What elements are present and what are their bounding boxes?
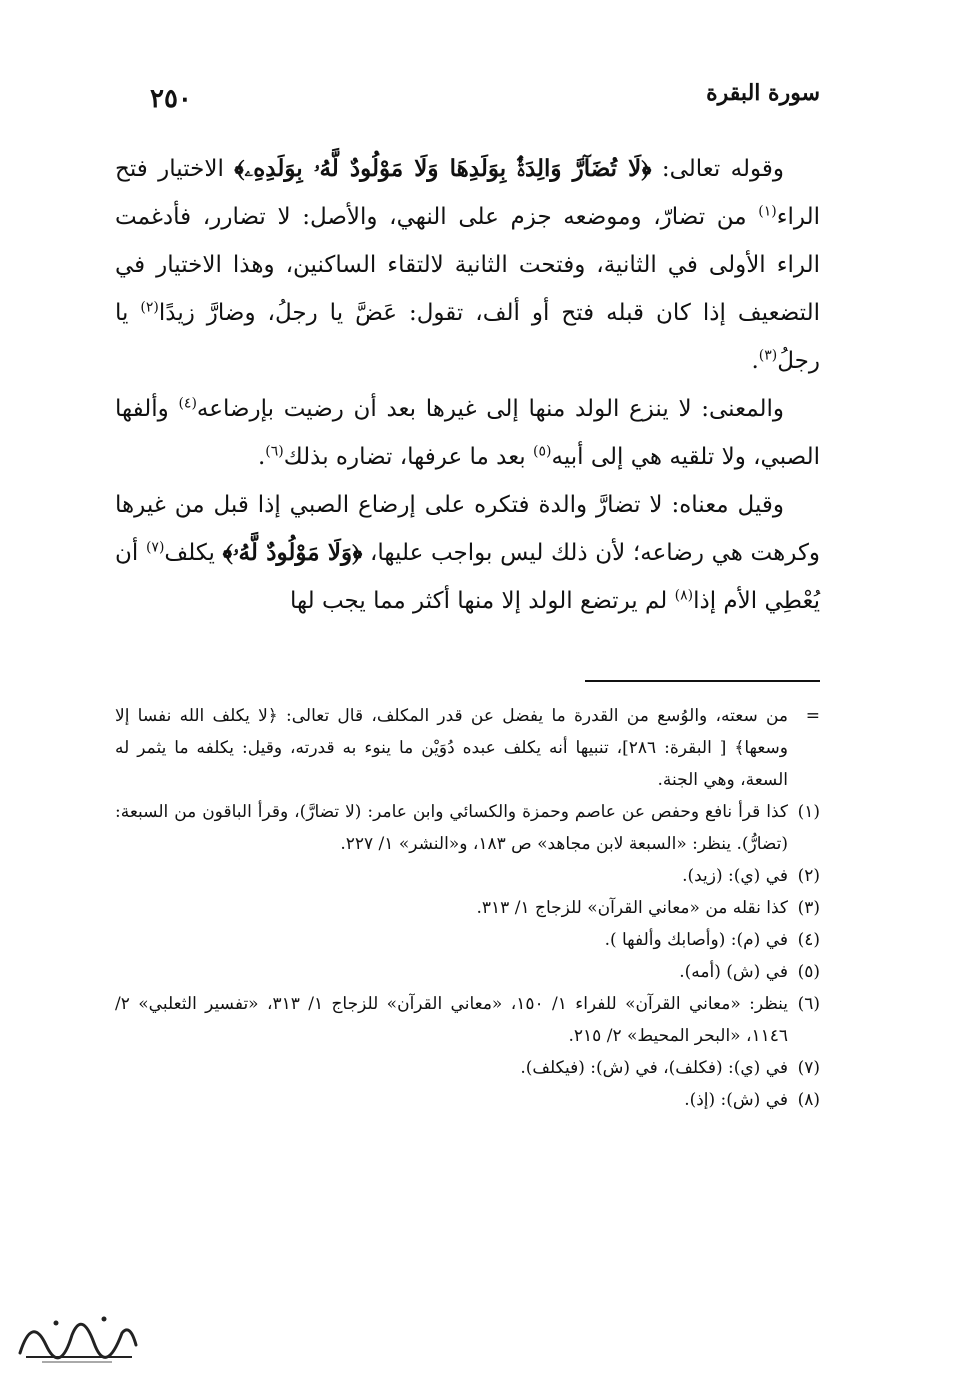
footnote-number: (٤) <box>797 930 820 950</box>
quran-verse: ﴿وَلَا مَوْلُودٌ لَّهُۥ﴾ <box>222 539 363 566</box>
footnote-text: كذا قرأ نافع وحفص عن عاصم وحمزة والكسائي وابن عامر: (لا تضارَّ)، وقرأ الباقون من السبعة: (تضارُّ). ينظر: «السبعة لابن مجاهد» ص ١٨٣، و«النشر» ١/ ٢٢٧. <box>115 802 788 854</box>
footnote-text: في (م): (وأصابك وألفها ). <box>604 930 788 950</box>
footnote-ref: (٥) <box>533 443 552 460</box>
text-run: . <box>257 444 266 470</box>
footnote-number: (٢) <box>797 866 820 886</box>
surah-title: سورة البقرة <box>706 80 820 106</box>
footnote-text: في (ش): (إذ). <box>684 1090 788 1110</box>
page-number: ٢٥٠ <box>150 84 192 114</box>
text-run: بعد ما عرفها، تضاره بذلك <box>283 444 534 470</box>
footnote-divider <box>585 680 820 682</box>
footnote-ref: (٢) <box>140 299 159 316</box>
text-run: يكلف <box>164 540 223 566</box>
text-run: . <box>751 348 759 374</box>
main-text <box>115 145 820 625</box>
footnote-ref: (٧) <box>145 539 165 556</box>
footnote-3 <box>115 892 820 924</box>
footnote-1 <box>115 796 820 860</box>
footnote-ref: (٨) <box>674 587 694 604</box>
quran-verse: ﴿لَا تُضَآرَّ وَالِدَةٌۢ بِوَلَدِهَا وَلَا مَوْلُودٌ لَّهُۥ بِوَلَدِهِۦ﴾ <box>234 155 652 182</box>
footnote-continuation <box>115 700 820 796</box>
footnote-5 <box>115 956 820 988</box>
footnote-number: (٣) <box>797 898 820 918</box>
text-run: لم يرتضع الولد إلا منها أكثر مما يجب لها <box>290 588 675 614</box>
footnote-number: (٥) <box>797 962 820 982</box>
footnote-number: (٧) <box>797 1058 820 1078</box>
text-run: وألفها الصبي، ولا تلقيه هي إلى أبيه <box>115 396 820 470</box>
text-run: والمعنى: لا ينزع الولد منها إلى غيرها بعد أن رضيت بإرضاعه <box>196 396 784 422</box>
text-run: يا رجلُ <box>115 300 820 374</box>
footnote-ref: (١) <box>758 203 777 220</box>
continuation-marker: = <box>805 706 820 726</box>
footnote-7 <box>115 1052 820 1084</box>
text-run: وقوله تعالى: <box>651 156 784 182</box>
footnote-ref: (٦) <box>265 443 284 460</box>
footnote-2 <box>115 860 820 892</box>
text-run: الاختيار فتح الراء <box>115 156 820 230</box>
text-run: من تضارّ، وموضعه جزم على النهي، والأصل: لا تضارر، فأدغمت الراء الأولى في الثانية، وفتحت الثانية لالتقاء الساكنين، وهذا الاختيار في التضعيف إذا كان قبله فتح أو ألف، تقول: عَضَّ يا رجلُ، وضارَّ زيدًا <box>115 204 820 326</box>
library-stamp-logo <box>12 1305 142 1365</box>
footnote-text: ينظر: «معاني القرآن» للفراء ١/ ١٥٠، «معاني القرآن» للزجاج ١/ ٣١٣، «تفسير الثعلبي» ٢/ ١١٤٦، «البحر المحيط» ٢/ ٢١٥. <box>115 994 789 1046</box>
text-run: أن يُعْطِي الأم إذا <box>115 540 820 614</box>
footnote-4 <box>115 924 820 956</box>
footnote-text: في (ش) (أمه). <box>679 962 788 982</box>
paragraph-1 <box>115 145 820 385</box>
text-run: وقيل معناه: لا تضارَّ والدة فتكره على إرضاع الصبي إذا قبل من غيرها وكرهت هي رضاعه؛ لأن ذلك ليس بواجب عليها، <box>115 492 821 566</box>
footnote-number: (٦) <box>797 994 820 1014</box>
running-head <box>150 80 820 120</box>
footnote-ref: (٤) <box>178 395 197 412</box>
paragraph-3 <box>115 481 820 625</box>
footnote-number: (١) <box>797 802 820 822</box>
footnotes <box>115 700 820 1116</box>
footnote-text: من سعته، والوُسع من القدرة ما يفضل عن قدر المكلف، قال تعالى: ﴿لا يكلف الله نفسا إلا وسعها﴾ [ البقرة: ٢٨٦]، تنبيها أنه يكلف عبده دُوَيْن ما ينوء به قدرته، وقيل: يكلفه ما يثمر له السعة، وهي الجنة. <box>115 706 788 790</box>
footnote-number: (٨) <box>797 1090 820 1110</box>
footnote-text: في (ي): (زيد). <box>682 866 788 886</box>
footnote-ref: (٣) <box>758 347 778 364</box>
footnote-text: في (ي): (فكلف)، في (ش): (فيكلف). <box>520 1058 788 1078</box>
footnote-8 <box>115 1084 820 1116</box>
paragraph-2 <box>115 385 820 481</box>
footnote-text: كذا نقله من «معاني القرآن» للزجاج ١/ ٣١٣. <box>476 898 788 918</box>
footnote-6 <box>115 988 820 1052</box>
